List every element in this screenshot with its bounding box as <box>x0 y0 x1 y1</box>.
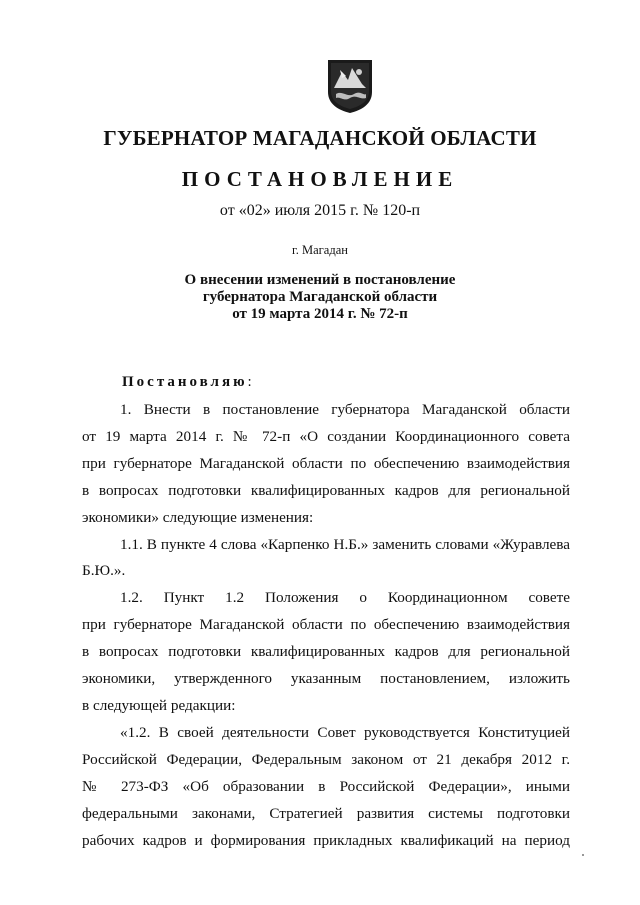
coat-of-arms-icon <box>326 58 374 114</box>
paragraph-1-1 <box>82 532 570 586</box>
text-line: 1.2. Пункт 1.2 Положения о Координационном совете <box>120 589 570 607</box>
governor-heading: ГУБЕРНАТОР МАГАДАНСКОЙ ОБЛАСТИ <box>103 126 537 150</box>
text-line: рабочих кадров и формирования прикладных квалификаций на период <box>82 831 570 849</box>
scan-speck-icon <box>580 852 586 858</box>
text-line: в вопросах подготовки квалифицированных кадров для региональной <box>82 481 570 499</box>
resolve-word: Постановляю <box>122 374 248 390</box>
text-line: «1.2. В своей деятельности Совет руководствуется Конституцией <box>120 723 570 741</box>
text-line: экономики» следующие изменения: <box>82 508 314 526</box>
document-subject <box>0 272 640 323</box>
document-date-number: от «02» июля 2015 г. № 120-п <box>219 202 421 219</box>
paragraph-quoted-1-2 <box>82 720 570 855</box>
resolve-heading <box>122 374 252 391</box>
subject-line: О внесении изменений в постановление <box>184 272 456 288</box>
text-line: 1. Внести в постановление губернатора Магаданской области <box>120 401 570 418</box>
text-line: Российской Федерации, Федеральным законом от 21 декабря 2012 г. <box>82 750 570 768</box>
text-line: в следующей редакции: <box>82 696 236 714</box>
text-line: при губернаторе Магаданской области по обеспечению взаимодействия <box>82 616 570 634</box>
paragraph-1 <box>82 397 570 532</box>
resolve-colon: : <box>247 374 252 390</box>
text-line: в вопросах подготовки квалифицированных кадров для региональной <box>82 643 570 661</box>
document-city: г. Магадан <box>292 243 348 257</box>
subject-line: губернатора Магаданской области <box>202 289 438 305</box>
document-body <box>82 397 570 854</box>
text-line: экономики, утвержденного указанным постановлением, изложить <box>82 670 570 688</box>
text-line: Б.Ю.». <box>82 562 126 580</box>
document-type-heading: ПОСТАНОВЛЕНИЕ <box>181 167 459 191</box>
text-line: от 19 марта 2014 г. № 72-п «О создании Координационного совета <box>82 427 570 445</box>
subject-line: от 19 марта 2014 г. № 72-п <box>232 306 408 322</box>
text-line: при губернаторе Магаданской области по обеспечению взаимодействия <box>82 454 570 472</box>
text-line: 1.1. В пункте 4 слова «Карпенко Н.Б.» заменить словами «Журавлева <box>120 535 570 553</box>
paragraph-1-2 <box>82 585 570 720</box>
text-line: № 273-ФЗ «Об образовании в Российской Федерации», иными <box>82 777 570 795</box>
text-line: федеральными законами, Стратегией развития системы подготовки <box>82 804 570 822</box>
